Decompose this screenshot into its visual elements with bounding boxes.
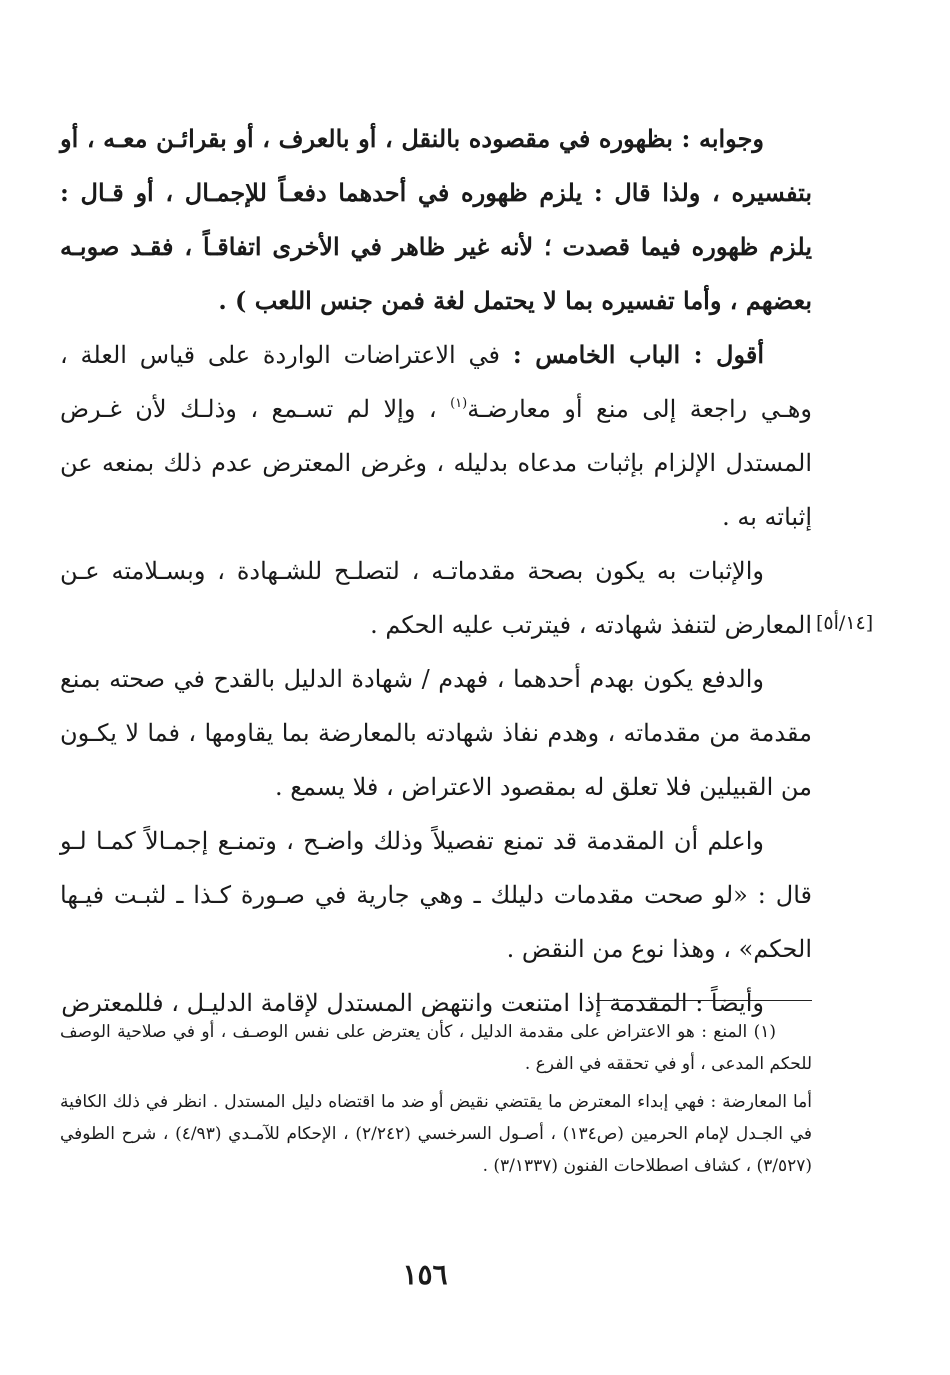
footnote-separator (596, 1000, 812, 1001)
chapter-heading: أقول : الباب الخامس : (512, 340, 764, 369)
paragraph-text: في الاعتراضات الواردة على قياس العلة ، وهـي راجعة إلى منع أو معارضـة (60, 341, 812, 423)
paragraph-also: وأيضاً : المقدمة إذا امتنعت وانتهض المستدل لإقامة الدليـل ، فللمعترض (61, 989, 764, 1017)
page-number: ١٥٦ (402, 1258, 448, 1291)
paragraph-answer: وجوابه : بظهوره في مقصوده بالنقل ، أو بالعرف ، أو بقرائـن معـه ، أو بتفسيره ، ولذا قال : يلزم ظهوره في أحدهما دفعـاً للإجمـال ، أو قـال : يلزم ظهوره فيما قصدت ؛ لأنه غير ظاهر في الأخرى اتفاقـاً ، فقـد صوبـه بعضهم ، وأما تفسيره بما لا يحتمل لغة فمن جنس اللعب ) . (60, 124, 812, 315)
paragraph-chapter-five (60, 328, 812, 544)
footnote-1: (١) المنع : هو الاعتراض على مقدمة الدليل ، كأن يعترض على نفس الوصـف ، أو في صلاحية الوصف للحكم المدعى ، أو في تحققه في الفرع . (60, 1022, 812, 1074)
paragraph-text-continued: ، وإلا لم تسـمع ، وذلـك لأن غـرض المستدل الإلزام بإثبات مدعاه بدليله ، وغرض المعترض عدم ذلك بمنعه عن إثباته به . (60, 395, 812, 531)
footnotes (60, 1016, 812, 1188)
paragraph-refutation: والدفع يكون بهدم أحدهما ، فهدم / شهادة الدليل بالقدح في صحته بمنع مقدمة من مقدماته ، وهدم نفاذ شهادته بالمعارضة بما يقاومها ، فما لا يكـون من القبيلين فلا تعلق له بمقصود الاعتراض ، فلا يسمع . (60, 665, 812, 801)
footnote-1-continued: أما المعارضة : فهي إبداء المعترض ما يقتضي نقيض أو ضد ما اقتضاه دليل المستدل . انظر في ذلك الكافية في الجـدل لإمام الحرمين (ص١٣٤) ، أصـول السرخسي (٢/٢٤٢) ، الإحكام للآمـدي (٤/٩٣) ، شرح الطوفي (٣/٥٢٧) ، كشاف اصطلاحات الفنون (٣/١٣٣٧) . (60, 1092, 813, 1176)
paragraph-proof: والإثبات به يكون بصحة مقدماتـه ، لتصلـح للشـهادة ، وبسـلامته عـن المعارض لتنفذ شهادته ، فيترتب عليه الحكم . (60, 557, 812, 639)
footnote-marker: (١) (450, 396, 468, 411)
paragraph-premise: واعلم أن المقدمة قد تمنع تفصيلاً وذلك واضـح ، وتمنـع إجمـالاً كمـا لـو قال : «لو صحت مقدمات دليلك ـ وهي جارية في صـورة كـذا ـ لثبـت فيـها الحكم» ، وهذا نوع من النقض . (60, 827, 812, 963)
manuscript-folio-reference: [١٤/أ٥] (816, 612, 874, 634)
main-text (60, 112, 812, 1030)
